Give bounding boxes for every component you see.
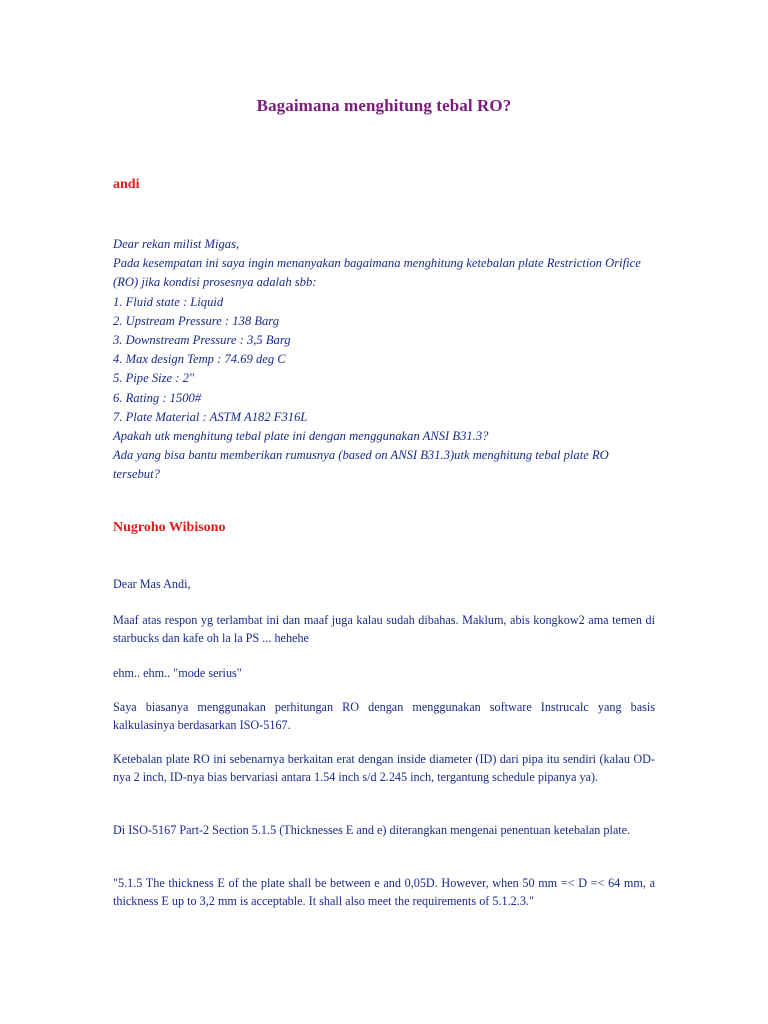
list-item: 2. Upstream Pressure : 138 Barg [113, 313, 280, 328]
intro-paragraph: Pada kesempatan ini saya ingin menanyakan bagaimana menghitung ketebalan plate Restriction Orifice (RO) jika kondisi prosesnya adalah sbb: [113, 256, 641, 290]
list-item: 1. Fluid state : Liquid [113, 294, 224, 309]
list-item: 3. Downstream Pressure : 3,5 Barg [113, 333, 291, 348]
list-item: 5. Pipe Size : 2" [113, 371, 195, 386]
reply-paragraph: ehm.. ehm.. "mode serius" [113, 666, 242, 680]
greeting-line: Dear rekan milist Migas, [113, 237, 240, 251]
question-line: Apakah utk menghitung tebal plate ini dengan menggunakan ANSI B31.3? [113, 429, 489, 444]
list-item: 4. Max design Temp : 74.69 deg C [113, 352, 286, 367]
reply-paragraph: Di ISO-5167 Part-2 Section 5.1.5 (Thicknesses E and e) diterangkan mengenai penentuan ketebalan plate. [113, 823, 631, 837]
list-item: 7. Plate Material : ASTM A182 F316L [113, 409, 308, 424]
post-author-nugroho: Nugroho Wibisono [113, 520, 226, 535]
reply-paragraph: Dear Mas Andi, [113, 577, 191, 591]
question-paragraph: Ada yang bisa bantu memberikan rumusnya (based on ANSI B31.3)utk menghitung tebal plate RO tersebut? [113, 448, 609, 482]
page-title: Bagaimana menghitung tebal RO? [256, 96, 512, 115]
quote-paragraph: "5.1.5 The thickness E of the plate shall be between e and 0,05D. However, when 50 mm =< D =< 64 mm, a thickness E up to 3,2 mm is acceptable. It shall also meet the requirements of 5.1.2.3." [113, 876, 655, 908]
reply-paragraph: Ketebalan plate RO ini sebenarnya berkaitan erat dengan inside diameter (ID) dari pipa itu sendiri (kalau OD-nya 2 inch, ID-nya bias bervariasi antara 1.54 inch s/d 2.245 inch, tergantung schedule pipanya ya). [113, 752, 655, 784]
post-author-andi: andi [113, 177, 140, 192]
reply-paragraph: Saya biasanya menggunakan perhitungan RO dengan menggunakan software Instrucalc yang basis kalkulasinya berdasarkan ISO-5167. [113, 700, 655, 732]
post-body-andi [113, 235, 658, 485]
list-item: 6. Rating : 1500# [113, 390, 202, 405]
reply-paragraph: Maaf atas respon yg terlambat ini dan maaf juga kalau sudah dibahas. Maklum, abis kongkow2 ama temen di starbucks dan kafe oh la la PS ... hehehe [113, 613, 655, 645]
